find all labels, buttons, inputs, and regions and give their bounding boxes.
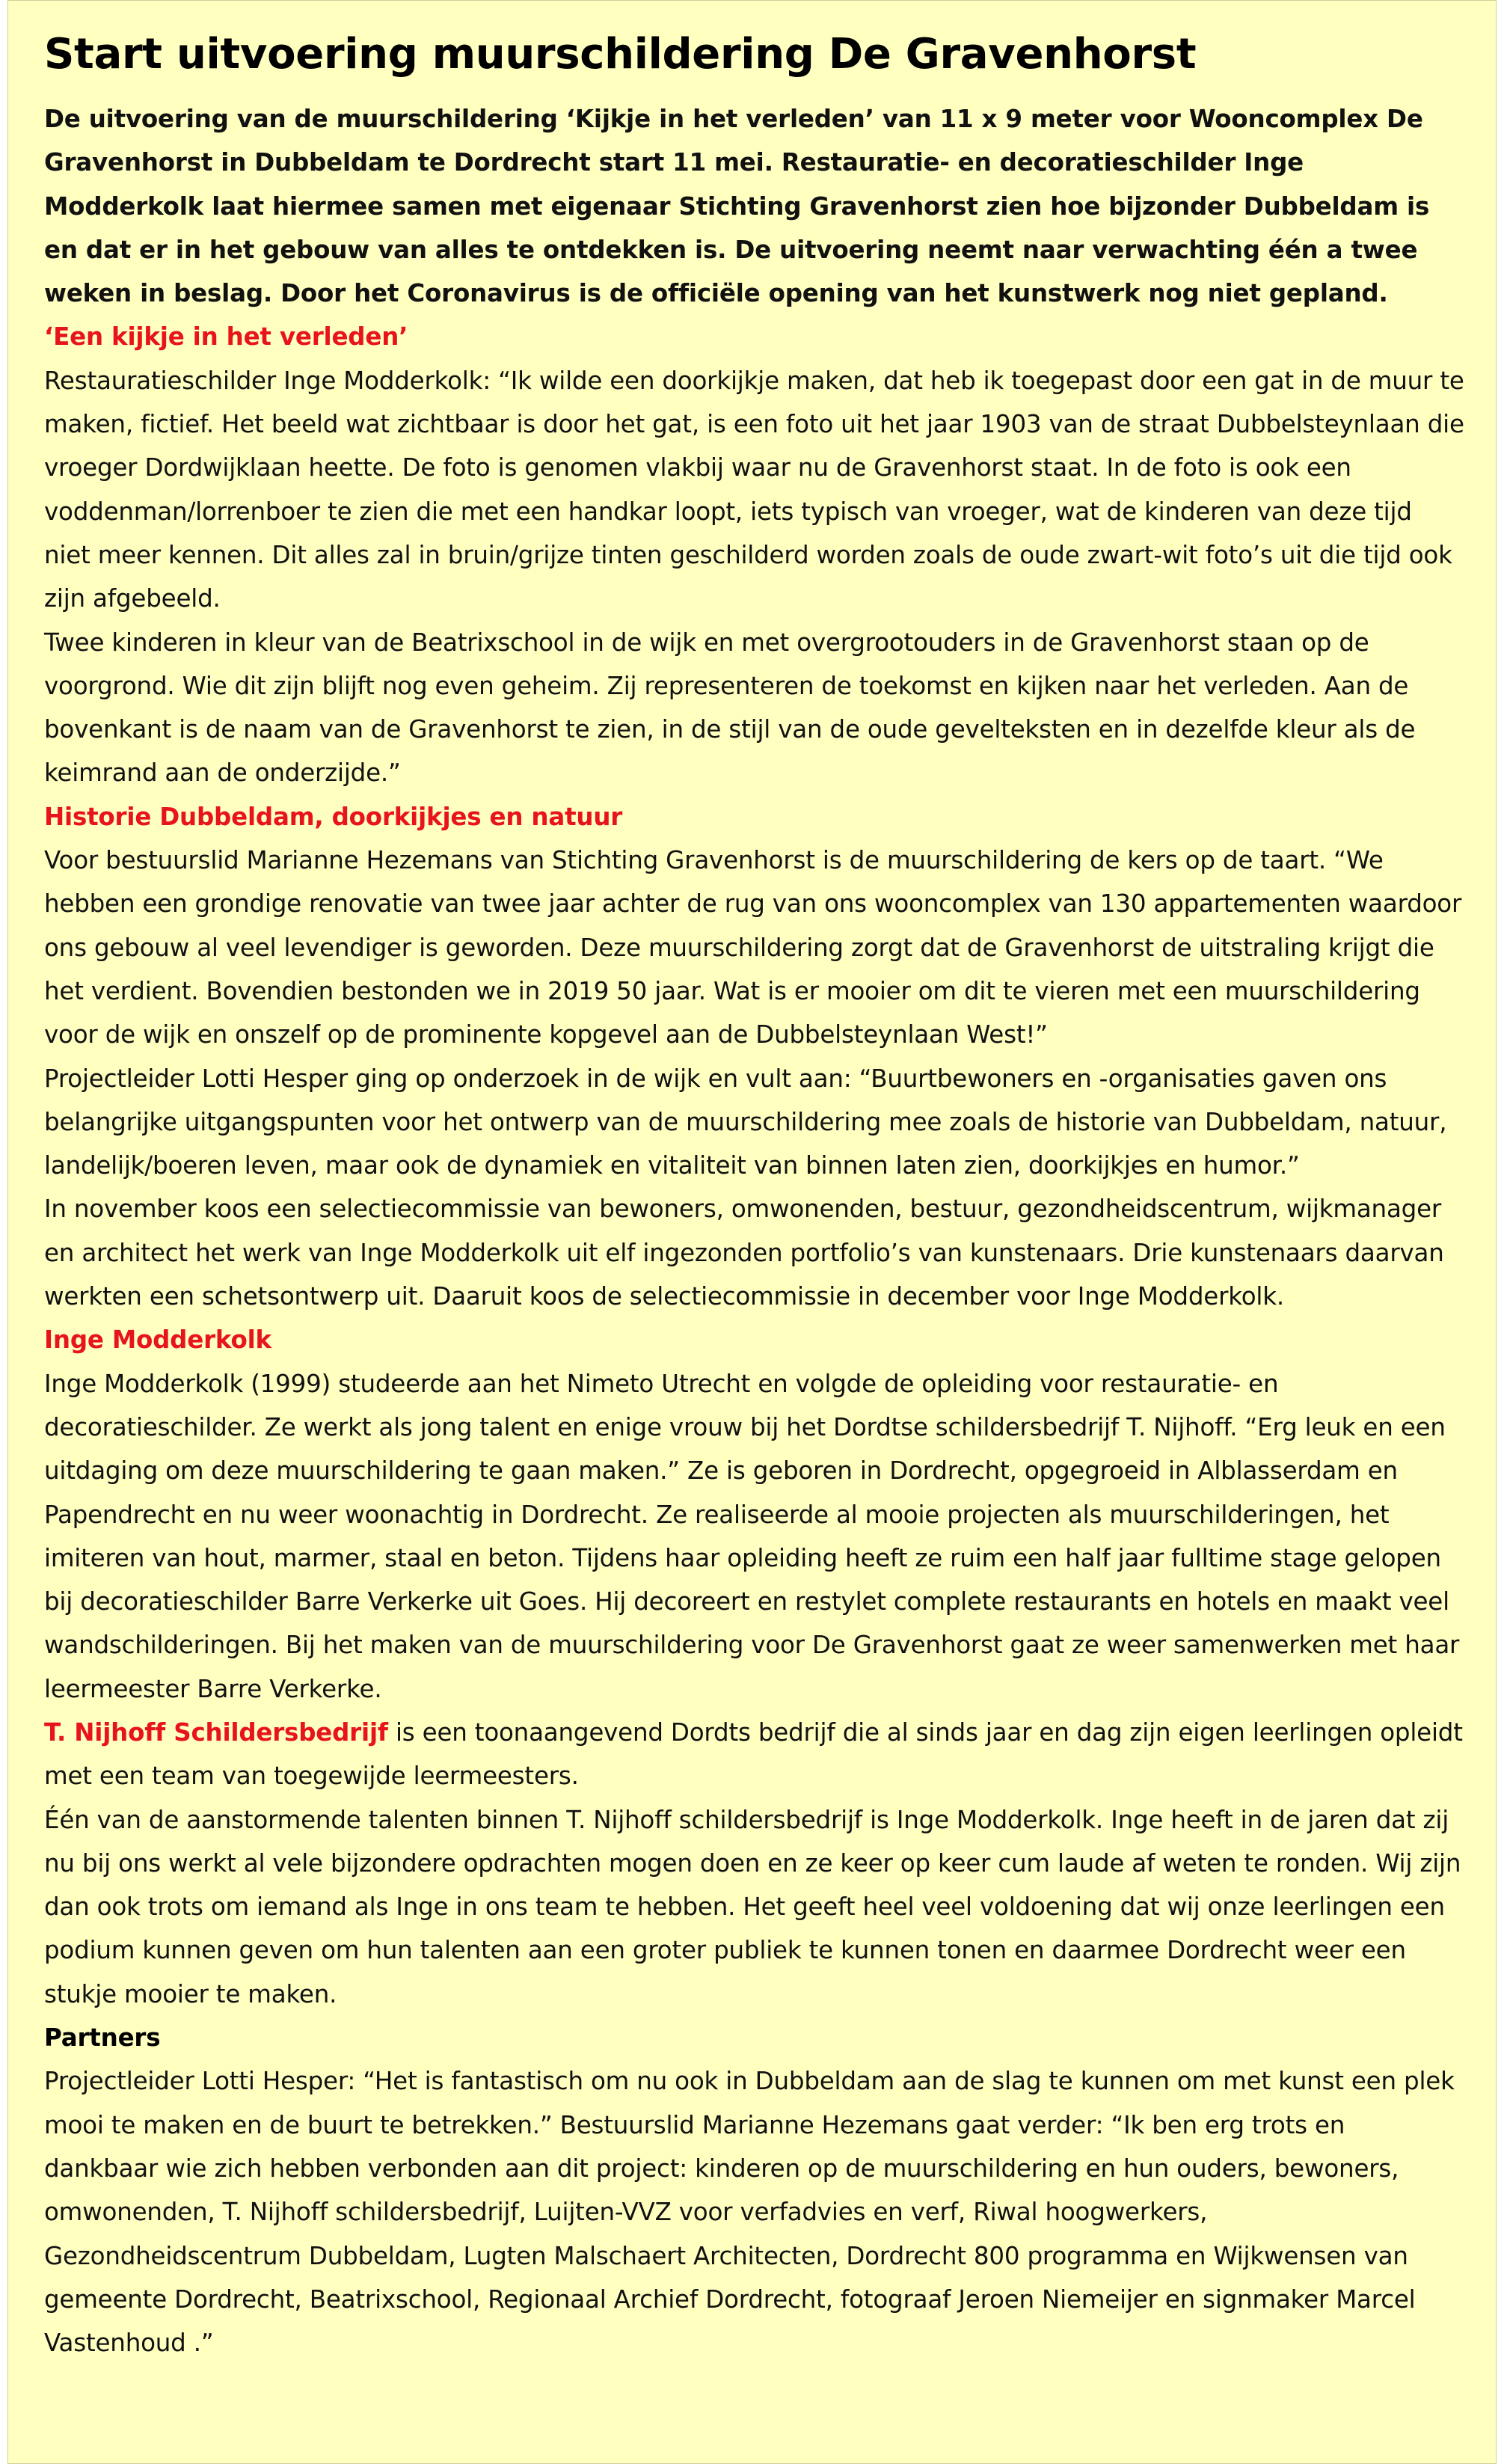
paragraph: Projectleider Lotti Hesper ging op onderzoek in de wijk en vult aan: “Buurtbewoners en -organisaties gaven ons belangrijke uitgangspunten voor het ontwerp van de muurschildering mee zoals de historie van Dubbeldam, natuur, landelijk/boeren leven, maar ook de dynamiek en vitaliteit van binnen laten zien, doorkijkjes en humor.” bbox=[44, 1064, 1447, 1180]
section-heading-historie: Historie Dubbeldam, doorkijkjes en natuur bbox=[44, 802, 623, 831]
article-page bbox=[7, 0, 1497, 2464]
paragraph: Projectleider Lotti Hesper: “Het is fantastisch om nu ook in Dubbeldam aan de slag te kunnen om met kunst een plek mooi te maken en de buurt te betrekken.” Bestuurslid Marianne Hezemans gaat verder: “Ik ben erg trots en dankbaar wie zich hebben verbonden aan dit project: kinderen op de muurschildering en hun ouders, bewoners, omwonenden, T. Nijhoff schildersbedrijf, Luijten-VVZ voor verfadvies en verf, Riwal hoogwerkers, Gezondheidscentrum Dubbeldam, Lugten Malschaert Architecten, Dordrecht 800 programma en Wijkwensen van gemeente Dordrecht, Beatrixschool, Regionaal Archief Dordrecht, fotograaf Jeroen Niemeijer en signmaker Marcel Vastenhoud .” bbox=[44, 2067, 1455, 2358]
paragraph: Één van de aanstormende talenten binnen T. Nijhoff schildersbedrijf is Inge Modderkolk. Inge heeft in de jaren dat zij nu bij ons werkt al vele bijzondere opdrachten mogen doen en ze keer op keer cum laude af weten te ronden. Wij zijn dan ook trots om iemand als Inge in ons team te hebben. Het geeft heel veel voldoening dat wij onze leerlingen een podium kunnen geven om hun talenten aan een groter publiek te kunnen tonen en daarmee Dordrecht weer een stukje mooier te maken. bbox=[44, 1805, 1461, 2008]
section-heading-inge: Inge Modderkolk bbox=[44, 1326, 271, 1355]
paragraph: Inge Modderkolk (1999) studeerde aan het Nimeto Utrecht en volgde de opleiding voor restauratie- en decoratieschilder. Ze werkt als jong talent en enige vrouw bij het Dordtse schildersbedrijf T. Nijhoff. “Erg leuk en een uitdaging om deze muurschildering te gaan maken.” Ze is geboren in Dordrecht, opgegroeid in Alblasserdam en Papendrecht en nu weer woonachtig in Dordrecht. Ze realiseerde al mooie projecten als muurschilderingen, het imiteren van hout, marmer, staal en beton. Tijdens haar opleiding heeft ze ruim een half jaar fulltime stage gelopen bij decoratieschilder Barre Verkerke uit Goes. Hij decoreert en restylet complete restaurants en hotels en maakt veel wandschilderingen. Bij het maken van de muurschildering voor De Gravenhorst gaat ze weer samenwerken met haar leermeester Barre Verkerke. bbox=[44, 1369, 1460, 1703]
article-title: Start uitvoering muurschildering De Gravenhorst bbox=[44, 30, 1197, 79]
company-name-highlight: T. Nijhoff Schildersbedrijf bbox=[44, 1717, 388, 1747]
section-heading-kijkje: ‘Een kijkje in het verleden’ bbox=[44, 322, 408, 352]
paragraph: Twee kinderen in kleur van de Beatrixschool in de wijk en met overgrootouders in de Gravenhorst staan op de voorgrond. Wie dit zijn blijft nog even geheim. Zij representeren de toekomst en kijken naar het verleden. Aan de bovenkant is de naam van de Gravenhorst te zien, in de stijl van de oude gevelteksten en in dezelfde kleur als de keimrand aan de onderzijde.” bbox=[44, 628, 1416, 788]
paragraph-text: is een toonaangevend Dordts bedrijf die al sinds jaar en dag zijn eigen leerlingen opleidt met een team van toegewijde leermeesters. bbox=[44, 1717, 1463, 1791]
paragraph: Restauratieschilder Inge Modderkolk: “Ik wilde een doorkijkje maken, dat heb ik toegepast door een gat in de muur te maken, fictief. Het beeld wat zichtbaar is door het gat, is een foto uit het jaar 1903 van de straat Dubbelsteynlaan die vroeger Dordwijklaan heette. De foto is genomen vlakbij waar nu de Gravenhorst staat. In de foto is ook een voddenman/lorrenboer te zien die met een handkar loopt, iets typisch van vroeger, wat de kinderen van deze tijd niet meer kennen. Dit alles zal in bruin/grijze tinten geschilderd worden zoals de oude zwart-wit foto’s uit die tijd ook zijn afgebeeld. bbox=[44, 366, 1464, 613]
article-lead: De uitvoering van de muurschildering ‘Kijkje in het verleden’ van 11 x 9 meter voor Wooncomplex De Gravenhorst in Dubbeldam te Dordrecht start 11 mei. Restauratie- en decoratieschilder Inge Modderkolk laat hiermee samen met eigenaar Stichting Gravenhorst zien hoe bijzonder Dubbeldam is en dat er in het gebouw van alles te ontdekken is. De uitvoering neemt naar verwachting één a twee weken in beslag. Door het Coronavirus is de officiële opening van het kunstwerk nog niet gepland. bbox=[44, 105, 1430, 308]
paragraph-nijhoff bbox=[44, 1711, 1465, 1798]
article-body bbox=[44, 23, 1465, 2365]
paragraph: In november koos een selectiecommissie van bewoners, omwonenden, bestuur, gezondheidscentrum, wijkmanager en architect het werk van Inge Modderkolk uit elf ingezonden portfolio’s van kunstenaars. Drie kunstenaars daarvan werkten een schetsontwerp uit. Daaruit koos de selectiecommissie in december voor Inge Modderkolk. bbox=[44, 1195, 1444, 1311]
section-heading-partners: Partners bbox=[44, 2023, 161, 2053]
paragraph: Voor bestuurslid Marianne Hezemans van Stichting Gravenhorst is de muurschildering de kers op de taart. “We hebben een grondige renovatie van twee jaar achter de rug van ons wooncomplex van 130 appartementen waardoor ons gebouw al veel levendiger is geworden. Deze muurschildering zorgt dat de Gravenhorst de uitstraling krijgt die het verdient. Bovendien bestonden we in 2019 50 jaar. Wat is er mooier om dit te vieren met een muurschildering voor de wijk en onszelf op de prominente kopgevel aan de Dubbelsteynlaan West!” bbox=[44, 846, 1462, 1049]
